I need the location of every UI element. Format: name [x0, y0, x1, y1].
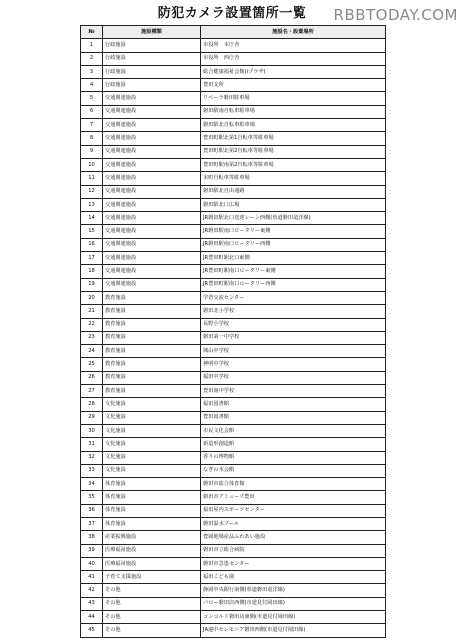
header-location: 施設名・設置場所 [201, 26, 386, 39]
row-category: その他 [103, 584, 201, 597]
row-category: 行政施設 [103, 52, 201, 65]
row-number: 15 [81, 225, 103, 238]
row-location: 磐田北小学校 [201, 305, 386, 318]
row-number: 21 [81, 305, 103, 318]
table-row [81, 411, 386, 424]
table-row [81, 464, 386, 477]
table-row [81, 212, 386, 225]
row-category: 交通関連施設 [103, 132, 201, 145]
row-number: 18 [81, 265, 103, 278]
row-location: 磐田駅北自由通路 [201, 185, 386, 198]
row-number: 26 [81, 371, 103, 384]
row-number: 33 [81, 464, 103, 477]
table-row [81, 278, 386, 291]
table-body [81, 39, 386, 637]
row-number: 10 [81, 158, 103, 171]
table-row [81, 92, 386, 105]
row-number: 32 [81, 451, 103, 464]
row-number: 43 [81, 597, 103, 610]
header-category: 施設種類 [103, 26, 201, 39]
row-category: 体育施設 [103, 504, 201, 517]
row-location: 磐田温水プール [201, 517, 386, 530]
table-row [81, 398, 386, 411]
row-location: 豊田町駅北第2自転車等駐車場 [201, 145, 386, 158]
row-number: 37 [81, 517, 103, 530]
row-location: 豊田南中学校 [201, 385, 386, 398]
row-number: 25 [81, 358, 103, 371]
table-row [81, 132, 386, 145]
row-location: 磐田市立総合病院 [201, 544, 386, 557]
row-location: 磐田市急患センター [201, 557, 386, 570]
row-category: 文化施設 [103, 464, 201, 477]
row-number: 28 [81, 398, 103, 411]
row-number: 19 [81, 278, 103, 291]
row-location: なぎの木会館 [201, 464, 386, 477]
row-category: 行政施設 [103, 79, 201, 92]
table-row [81, 79, 386, 92]
table-row [81, 185, 386, 198]
row-location: 磐田市総合体育館 [201, 478, 386, 491]
row-number: 4 [81, 79, 103, 92]
row-location: 学習交流センター [201, 291, 386, 304]
row-category: 交通関連施設 [103, 278, 201, 291]
table-row [81, 119, 386, 132]
row-location: 磐田駅北自転車駐車場 [201, 119, 386, 132]
table-row [81, 65, 386, 78]
row-number: 45 [81, 624, 103, 637]
row-location: コンコルド磐田店東側(市道見付岡田線) [201, 611, 386, 624]
row-location: JR豊田町駅南口ロータリー西側 [201, 278, 386, 291]
table-row [81, 584, 386, 597]
row-location: 末町自転車等駐車場 [201, 172, 386, 185]
row-category: 体育施設 [103, 491, 201, 504]
row-category: 体育施設 [103, 517, 201, 530]
row-number: 41 [81, 571, 103, 584]
table-row [81, 358, 386, 371]
table-row [81, 571, 386, 584]
row-number: 9 [81, 145, 103, 158]
row-category: 交通関連施設 [103, 145, 201, 158]
row-category: 教育施設 [103, 305, 201, 318]
row-category: 教育施設 [103, 345, 201, 358]
page-title: 防犯カメラ設置箇所一覧 [157, 6, 307, 21]
row-number: 12 [81, 185, 103, 198]
table-row [81, 371, 386, 384]
row-number: 35 [81, 491, 103, 504]
row-number: 24 [81, 345, 103, 358]
row-location: 豊田図書館 [201, 411, 386, 424]
row-number: 3 [81, 65, 103, 78]
row-number: 27 [81, 385, 103, 398]
row-location: JR磐田駅北口送迎レーン西側(県道磐田竜洋線) [201, 212, 386, 225]
row-number: 5 [81, 92, 103, 105]
row-category: 交通関連施設 [103, 92, 201, 105]
row-location: 磐田市アミューズ豊田 [201, 491, 386, 504]
row-location: 豊岡地場産品ふれあい施設 [201, 531, 386, 544]
row-location: 福田図書館 [201, 398, 386, 411]
site-watermark: RBBTODAY.COM [333, 6, 458, 24]
row-category: 文化施設 [103, 411, 201, 424]
row-category: 交通関連施設 [103, 105, 201, 118]
table-row [81, 451, 386, 464]
row-location: 福田こども園 [201, 571, 386, 584]
row-location: 城山中学校 [201, 345, 386, 358]
row-category: 行政施設 [103, 39, 201, 52]
table-row [81, 52, 386, 65]
row-number: 7 [81, 119, 103, 132]
row-category: 体育施設 [103, 478, 201, 491]
row-number: 22 [81, 318, 103, 331]
row-number: 34 [81, 478, 103, 491]
table-row [81, 145, 386, 158]
camera-location-table [80, 25, 386, 638]
table-row [81, 39, 386, 52]
row-location: 市役所 本庁舎 [201, 39, 386, 52]
table-row [81, 318, 386, 331]
row-number: 13 [81, 198, 103, 211]
row-number: 8 [81, 132, 103, 145]
row-category: 交通関連施設 [103, 238, 201, 251]
row-category: 医療福祉施設 [103, 557, 201, 570]
table-row [81, 597, 386, 610]
table-row [81, 557, 386, 570]
row-number: 16 [81, 238, 103, 251]
row-category: その他 [103, 597, 201, 610]
table-row [81, 438, 386, 451]
table-row [81, 504, 386, 517]
row-location: JR磐田駅南口ロータリー東側 [201, 225, 386, 238]
row-location: JA遠中セレモニア磐田西側(市道見付岡田線) [201, 624, 386, 637]
row-number: 17 [81, 252, 103, 265]
row-number: 42 [81, 584, 103, 597]
row-number: 39 [81, 544, 103, 557]
table-row [81, 291, 386, 304]
header-no: № [81, 26, 103, 39]
row-category: 医療福祉施設 [103, 544, 201, 557]
row-category: 教育施設 [103, 331, 201, 344]
row-category: 交通関連施設 [103, 119, 201, 132]
row-location: リベーラ磐田駐車場 [201, 92, 386, 105]
row-category: 交通関連施設 [103, 265, 201, 278]
row-location: 福田屋内スポーツセンター [201, 504, 386, 517]
row-location: 豊田町駅北第1自転車等駐車場 [201, 132, 386, 145]
row-location: 長野小学校 [201, 318, 386, 331]
table-row [81, 624, 386, 637]
row-location: 市民文化会館 [201, 424, 386, 437]
table-row [81, 265, 386, 278]
row-number: 30 [81, 424, 103, 437]
table-row [81, 172, 386, 185]
row-category: 教育施設 [103, 358, 201, 371]
row-location: 磐田駅南自転車駐車場 [201, 105, 386, 118]
row-category: 子育て支援施設 [103, 571, 201, 584]
row-number: 6 [81, 105, 103, 118]
row-location: バロー磐田店西側(市道見付岡田線) [201, 597, 386, 610]
table-row [81, 345, 386, 358]
row-number: 29 [81, 411, 103, 424]
row-number: 2 [81, 52, 103, 65]
table-row [81, 158, 386, 171]
row-category: 交通関連施設 [103, 225, 201, 238]
row-location: 福田中学校 [201, 371, 386, 384]
table-row [81, 424, 386, 437]
table-header-row [81, 26, 386, 39]
row-category: 教育施設 [103, 371, 201, 384]
table-row [81, 225, 386, 238]
row-location: 総合健康福祉会館(iプラザ) [201, 65, 386, 78]
row-number: 44 [81, 611, 103, 624]
row-category: 交通関連施設 [103, 212, 201, 225]
row-category: その他 [103, 611, 201, 624]
row-category: 交通関連施設 [103, 172, 201, 185]
row-category: 交通関連施設 [103, 185, 201, 198]
table-row [81, 544, 386, 557]
row-number: 1 [81, 39, 103, 52]
row-category: 教育施設 [103, 318, 201, 331]
table-row [81, 531, 386, 544]
table-row [81, 478, 386, 491]
table-row [81, 198, 386, 211]
row-category: 交通関連施設 [103, 252, 201, 265]
row-category: 文化施設 [103, 398, 201, 411]
table-row [81, 491, 386, 504]
table-row [81, 611, 386, 624]
row-location: 豊田町駅南第2自転車等駐車場 [201, 158, 386, 171]
row-location: 豊田支所 [201, 79, 386, 92]
row-location: 市役所 西庁舎 [201, 52, 386, 65]
row-location: 神明中学校 [201, 358, 386, 371]
table-row [81, 385, 386, 398]
row-category: 文化施設 [103, 438, 201, 451]
row-location: JR磐田駅南口ロータリー西側 [201, 238, 386, 251]
row-category: 交通関連施設 [103, 158, 201, 171]
table-row [81, 305, 386, 318]
row-location: 静岡中央銀行南側(県道磐田竜洋線) [201, 584, 386, 597]
table-row [81, 252, 386, 265]
row-location: 新造形創造館 [201, 438, 386, 451]
row-number: 38 [81, 531, 103, 544]
row-location: 磐田第一中学校 [201, 331, 386, 344]
row-category: 文化施設 [103, 424, 201, 437]
row-category: その他 [103, 624, 201, 637]
row-location: JR豊田町駅南口ロータリー東側 [201, 265, 386, 278]
row-number: 20 [81, 291, 103, 304]
row-category: 教育施設 [103, 291, 201, 304]
table-row [81, 517, 386, 530]
row-category: 文化施設 [103, 451, 201, 464]
row-category: 教育施設 [103, 385, 201, 398]
table-row [81, 105, 386, 118]
row-location: 香りの博物館 [201, 451, 386, 464]
row-number: 36 [81, 504, 103, 517]
row-number: 23 [81, 331, 103, 344]
row-category: 行政施設 [103, 65, 201, 78]
row-location: JR豊田町駅北口東側 [201, 252, 386, 265]
row-category: 産業振興施設 [103, 531, 201, 544]
row-number: 31 [81, 438, 103, 451]
row-number: 14 [81, 212, 103, 225]
table-row [81, 238, 386, 251]
row-location: 磐田駅北口広場 [201, 198, 386, 211]
row-number: 40 [81, 557, 103, 570]
row-number: 11 [81, 172, 103, 185]
row-category: 交通関連施設 [103, 198, 201, 211]
table-row [81, 331, 386, 344]
